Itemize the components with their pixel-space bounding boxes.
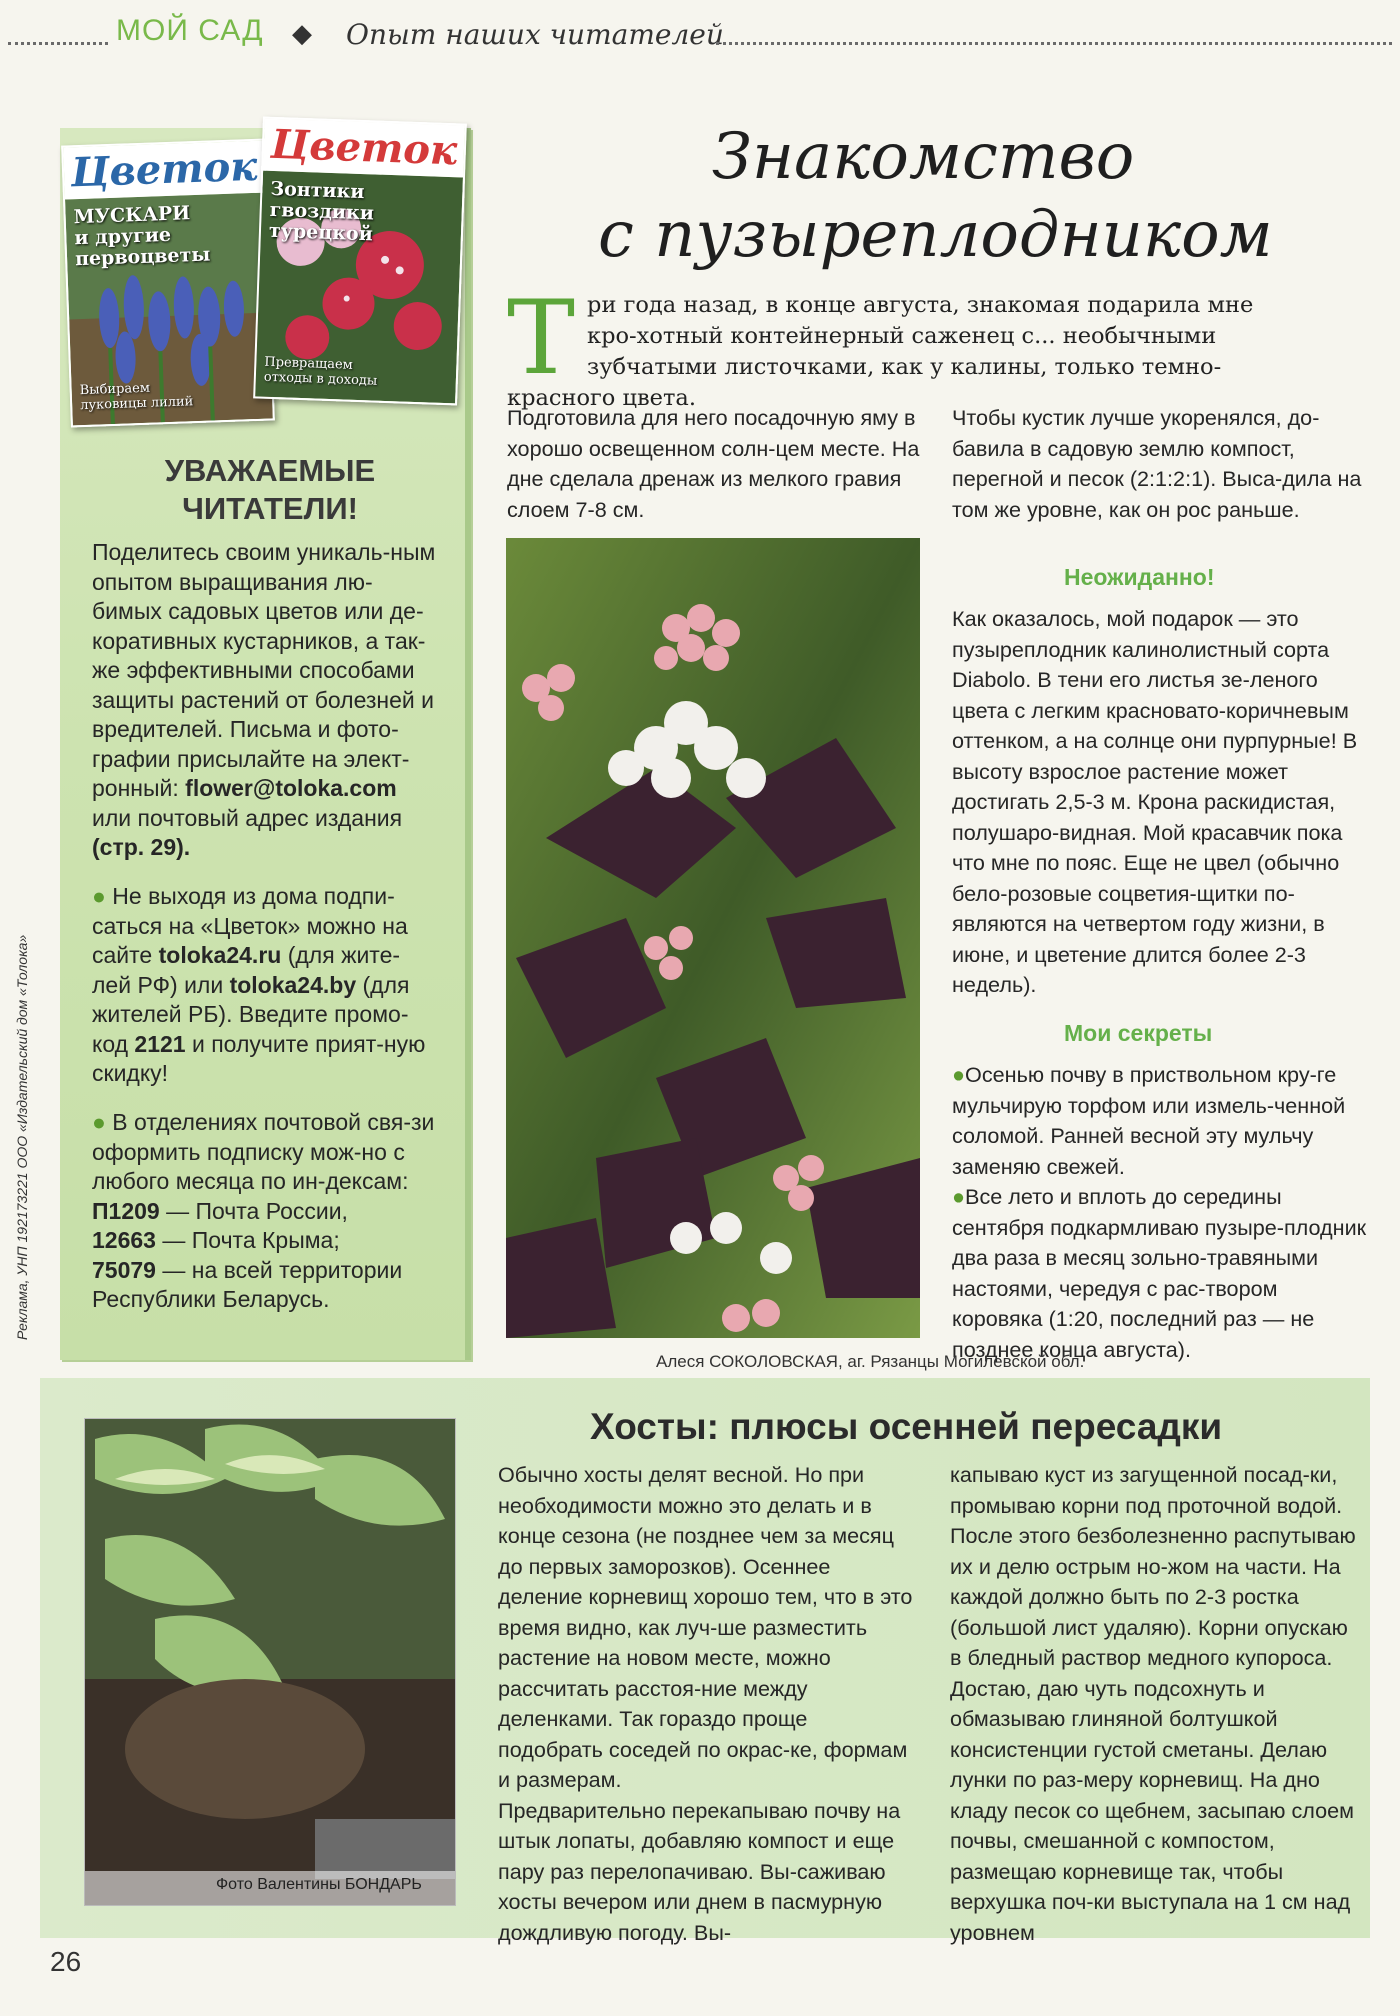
readers-paragraph-2 bbox=[92, 882, 437, 1089]
heading-secrets: Мои секреты bbox=[1064, 1020, 1213, 1046]
magazine-headline: МУСКАРИ и другие первоцветы bbox=[73, 202, 211, 271]
readers-text: или почтовый адрес издания bbox=[92, 804, 403, 831]
readers-text: В отделениях почтовой свя-зи оформить подписку мож-но с любого месяца по ин-дексам: bbox=[92, 1109, 435, 1194]
magazine-footer: Выбираем луковицы лилий bbox=[79, 380, 194, 414]
site-link-by[interactable]: toloka24.by bbox=[229, 971, 357, 998]
readers-text: (для жите-лей РФ) или bbox=[92, 942, 401, 998]
index-row: 75079 — на всей территории Республики Беларусь. bbox=[92, 1256, 403, 1312]
magazine-headline: Зонтики гвоздики турецкой bbox=[268, 177, 375, 246]
header-rule-right bbox=[716, 42, 1392, 45]
article-column-2-body: Как оказалось, мой подарок — это пузыреплодник калинолистный сорта Diabolo. В тени его листья зе-леного цвета с легким красновато-коричневым оттенком, а на солнце они пурпурные! В высоту взрослое растение может достигать 2,5-3 м. Крона раскидистая, полушаро-видная. Мой красавчик пока что мне по пояс. Еще не цвел (обычно бело-розовые соцветия-щитки по-являются на четвертом году жизни, в июне, и цветение длится более 2-3 недель). bbox=[952, 606, 1358, 997]
bullet-icon: ● bbox=[952, 1184, 966, 1209]
hosta-title: Хосты: плюсы осенней пересадки bbox=[590, 1406, 1223, 1447]
hosta-column-1: Обычно хосты делят весной. Но при необходимости можно это делать и в конце сезона (не позднее чем за месяц до первых заморозков). Осеннее деление корневищ хорошо тем, что в это время видно, как луч-ше разместить растение на новом месте, можно рассчитать расстоя-ние между деленками. Так гораздо проще подобрать соседей по окрас-ке, формам и размерам. Предварительно перекапываю почву на штык лопаты, добавляю компост и еще пару раз перелопачиваю. Вы-саживаю хосты вечером или днем в пасмурную дождливую погоду. Вы- bbox=[498, 1462, 913, 1945]
readers-text: и получите прият-ную скидку! bbox=[92, 1030, 426, 1086]
page-number: 26 bbox=[50, 1946, 82, 1977]
readers-heading: УВАЖАЕМЫЕ ЧИТАТЕЛИ! bbox=[164, 453, 376, 526]
diamond-icon: ◆ bbox=[292, 18, 312, 48]
secret-1: ●Осенью почву в приствольном кру-ге мульчирую торфом или измель-ченной соломой. Ранней весной эту мульчу заменяю свежей. bbox=[952, 1062, 1346, 1179]
section-title: МОЙ САД bbox=[116, 14, 264, 47]
promo-code: 2121 bbox=[134, 1030, 186, 1057]
physocarpus-photo bbox=[506, 538, 920, 1338]
heading-unexpected: Неожиданно! bbox=[1064, 564, 1215, 590]
magazine-footer: Превращаем отходы в доходы bbox=[263, 354, 378, 389]
advert-note: Реклама, УНП 192173221 ООО «Издательский дом «Толока» bbox=[14, 934, 30, 1340]
article-column-2-intro: Чтобы кустик лучше укоренялся, до-бавила в садовую землю компост, перегной и песок (2:1:2:1). Выса-дила на том же уровне, как он рос раньше. bbox=[952, 405, 1362, 522]
index-row: 12663 — Почта Крыма; bbox=[92, 1227, 340, 1253]
article-title: Знакомство с пузыреплодником bbox=[598, 120, 1273, 272]
article-author: Алеся СОКОЛОВСКАЯ, аг. Рязанцы Могилевской обл. bbox=[656, 1352, 1085, 1371]
hosta-column-2: капываю куст из загущенной посад-ки, промываю корни под проточной водой. После этого безболезненно распутываю их и делю острым но-жом на части. На каждой должно быть по 2-3 ростка (большой лист удаляю). Корни опускаю в бледный раствор медного купороса. Достаю, даю чуть подсохнуть и обмазываю глиняной болтушкой консистенции густой сметаны. Делаю лунки по раз-меру корневищ. На дно кладу песок со щебнем, засыпаю слоем почвы, смешанной с компостом, размещаю корневище так, чтобы верхушка поч-ки выступала на 1 см над уровнем bbox=[950, 1462, 1356, 1945]
readers-text: Не выходя из дома подпи-саться на «Цветок» можно на сайте bbox=[92, 883, 408, 968]
readers-paragraph-1 bbox=[92, 538, 437, 863]
email-link[interactable]: flower@toloka.com bbox=[185, 775, 397, 801]
article-lead: Т ри года назад, в конце августа, знакомая подарила мне кро-хотный контейнерный саженец с... необычными зубчатыми листочками, как у калины, только темно-красного цвета. bbox=[507, 279, 1254, 411]
secret-2: ●Все лето и вплоть до середины сентября подкармливаю пузыре-плодник два раза в месяц зольно-травяными настоями, чередуя с рас-твором коровяка (1:20, последний раз — не позднее конца августа). bbox=[952, 1184, 1367, 1362]
index-row: П1209 — Почта России, bbox=[92, 1197, 348, 1224]
bullet-icon: ● bbox=[952, 1062, 966, 1087]
magazine-cover-1 bbox=[61, 139, 275, 428]
magazine-logo: Цветок bbox=[63, 141, 265, 200]
section-subtitle: Опыт наших читателей bbox=[346, 18, 724, 51]
magazine-cover-2 bbox=[253, 117, 467, 406]
header-rule-left bbox=[8, 42, 108, 45]
bullet-icon: ● bbox=[92, 1109, 106, 1135]
bullet-icon: ● bbox=[92, 883, 106, 909]
drop-cap: Т bbox=[507, 279, 576, 398]
readers-text: Поделитесь своим уникаль-ным опытом выращивания лю-бимых садовых цветов или де-коративных кустарников, а так-же эффективными способами защиты растений от болезней и вредителей. Письма и фото-графии присылайте на элект-ронный: bbox=[92, 539, 436, 801]
readers-paragraph-3 bbox=[92, 1108, 437, 1315]
hosta-photo bbox=[84, 1418, 456, 1906]
article-column-1: Подготовила для него посадочную яму в хорошо освещенном солн-цем месте. На дне сделала дренаж из мелкого гравия слоем 7-8 см. bbox=[507, 405, 920, 522]
site-link-ru[interactable]: toloka24.ru bbox=[158, 942, 282, 968]
photo-credit: Фото Валентины БОНДАРЬ bbox=[216, 1876, 422, 1893]
magazine-logo: Цветок bbox=[263, 119, 465, 178]
readers-text: (для жителей РБ). Введите промо-код bbox=[92, 971, 410, 1057]
page-reference: (стр. 29). bbox=[92, 834, 191, 860]
